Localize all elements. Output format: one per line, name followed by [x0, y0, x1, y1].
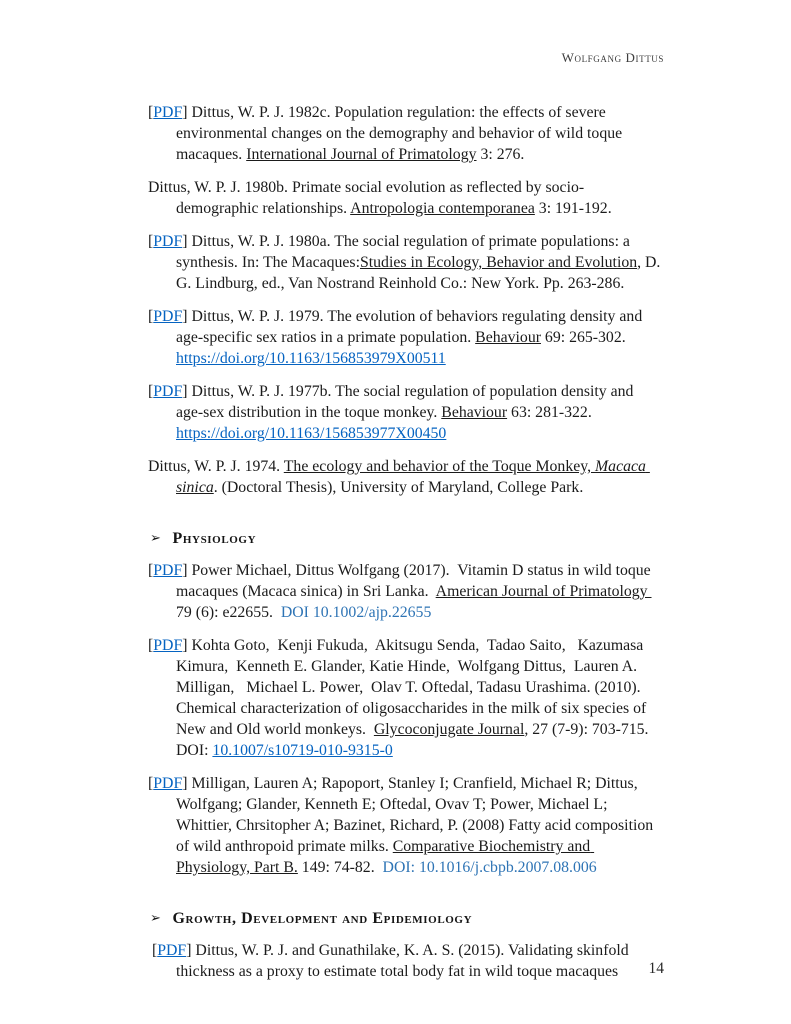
text-segment: [: [148, 104, 154, 121]
pdf-link[interactable]: PDF: [153, 383, 183, 400]
text-segment: Behaviour: [441, 404, 508, 421]
text-segment: ] Dittus, W. P. J. 1979. The evolution of behaviors regulating density and age-specific sex ratios in a primate population.: [176, 308, 647, 346]
text-segment: ] Kohta Goto, Kenji Fukuda, Akitsugu Senda, Tadao Saito, Kazumasa Kimura, Kenneth E. Glander, Katie Hinde, Wolfgang Dittus, Lauren A. Milligan, Michael L. Power, Olav T. Oftedal, Tadasu Urashima. (2010). Chemical characterization of oligosaccharides in the milk of six species of New and Old world monkeys.: [176, 637, 651, 738]
text-segment: ] Dittus, W. P. J. 1982c. Population regulation: the effects of severe environmental changes on the demography and behavior of wild toque macaques.: [176, 104, 627, 163]
text-segment: Dittus, W. P. J. 1974.: [148, 458, 284, 475]
pdf-link[interactable]: PDF: [153, 775, 183, 792]
text-segment: The ecology and behavior of the Toque Monkey,: [283, 458, 596, 475]
pdf-link[interactable]: PDF: [153, 637, 183, 654]
text-segment: [: [148, 308, 154, 325]
pdf-link[interactable]: PDF: [153, 308, 183, 325]
text-segment: [: [148, 775, 154, 792]
reference-item: [148, 231, 664, 294]
text-segment: . (Doctoral Thesis), University of Maryland, College Park.: [213, 479, 584, 496]
text-segment: Dittus, W. P. J. 1980b. Primate social evolution as reflected by socio-demographic relationships.: [148, 179, 585, 217]
pdf-link[interactable]: PDF: [153, 562, 183, 579]
text-segment: American Journal of Primatology: [435, 583, 652, 600]
reference-item: [148, 456, 664, 498]
text-segment: [: [148, 637, 154, 654]
text-segment: DOI: 10.1016/j.cbpb.2007.08.006: [382, 859, 597, 876]
text-segment: 149: 74-82.: [297, 859, 383, 876]
text-segment: 3: 191-192.: [534, 200, 612, 217]
text-segment: Behaviour: [475, 329, 541, 346]
text-segment: DOI 10.1002/ajp.22655: [280, 604, 432, 621]
arrow-bullet-icon: ➢: [150, 530, 162, 545]
reference-item: [148, 381, 664, 444]
section-references: [148, 102, 664, 498]
arrow-bullet-icon: ➢: [150, 910, 162, 925]
text-segment: ] Power Michael, Dittus Wolfgang (2017). Vitamin D status in wild toque macaques (Macaca sinica) in Sri Lanka.: [176, 562, 655, 600]
text-segment: [: [148, 383, 154, 400]
references-list: [148, 102, 664, 982]
text-segment: [: [148, 942, 158, 959]
doi-link[interactable]: https://doi.org/10.1163/156853979X00511: [176, 350, 446, 367]
reference-item: [148, 940, 664, 982]
text-segment: , 27 (7-9): 703-715. DOI:: [176, 721, 653, 759]
text-segment: Studies in Ecology, Behavior and Evolution: [359, 254, 638, 271]
pdf-link[interactable]: PDF: [153, 233, 183, 250]
text-segment: Macaca sinica: [176, 458, 650, 496]
text-segment: ] Dittus, W. P. J. 1980a. The social regulation of primate populations: a synthesis. In: The Macaques:: [176, 233, 634, 271]
author-name: Wolfgang Dittus: [561, 50, 664, 65]
section-heading-label: Physiology: [172, 530, 257, 547]
section-physiology: [148, 530, 664, 878]
document-header: [148, 50, 664, 66]
text-segment: 3: 276.: [476, 146, 525, 163]
reference-item: [148, 560, 664, 623]
section-heading: [150, 910, 664, 928]
text-segment: [: [148, 562, 154, 579]
text-segment: Glycoconjugate Journal: [373, 721, 525, 738]
reference-item: [148, 177, 664, 219]
page-number: 14: [648, 960, 664, 977]
text-segment: 79 (6): e22655.: [176, 604, 281, 621]
text-segment: 69: 265-302.: [540, 329, 630, 346]
text-segment: ] Dittus, W. P. J. 1977b. The social regulation of population density and age-sex distribution in the toque monkey.: [176, 383, 638, 421]
text-segment: 63: 281-322.: [507, 404, 596, 421]
section-heading-label: Growth, Development and Epidemiology: [172, 910, 473, 927]
text-segment: Antropologia contemporanea: [350, 200, 535, 217]
doi-link[interactable]: https://doi.org/10.1163/156853977X00450: [176, 425, 447, 442]
text-segment: [: [148, 233, 154, 250]
reference-item: [148, 102, 664, 165]
text-segment: Comparative Biochemistry and Physiology, Part B.: [176, 838, 595, 876]
doi-link[interactable]: 10.1007/s10719-010-9315-0: [212, 742, 393, 759]
reference-item: [148, 773, 664, 878]
reference-item: [148, 306, 664, 369]
text-segment: International Journal of Primatology: [246, 146, 477, 163]
text-segment: , D. G. Lindburg, ed., Van Nostrand Reinhold Co.: New York. Pp. 263-286.: [176, 254, 665, 292]
text-segment: ] Dittus, W. P. J. and Gunathilake, K. A. S. (2015). Validating skinfold thickness as a proxy to estimate total body fat in wild toque macaques: [176, 942, 633, 980]
pdf-link[interactable]: PDF: [157, 942, 187, 959]
pdf-link[interactable]: PDF: [153, 104, 183, 121]
section-growth-development-and-epidemiology: [148, 910, 664, 982]
text-segment: ] Milligan, Lauren A; Rapoport, Stanley I; Cranfield, Michael R; Dittus, Wolfgang; Glander, Kenneth E; Oftedal, Ovav T; Power, Michael L; Whittier, Chrsitopher A; Bazinet, Richard, P. (2008) Fatty acid composition of wild anthropoid primate milks.: [176, 775, 658, 855]
reference-item: [148, 635, 664, 761]
section-heading: [150, 530, 664, 548]
